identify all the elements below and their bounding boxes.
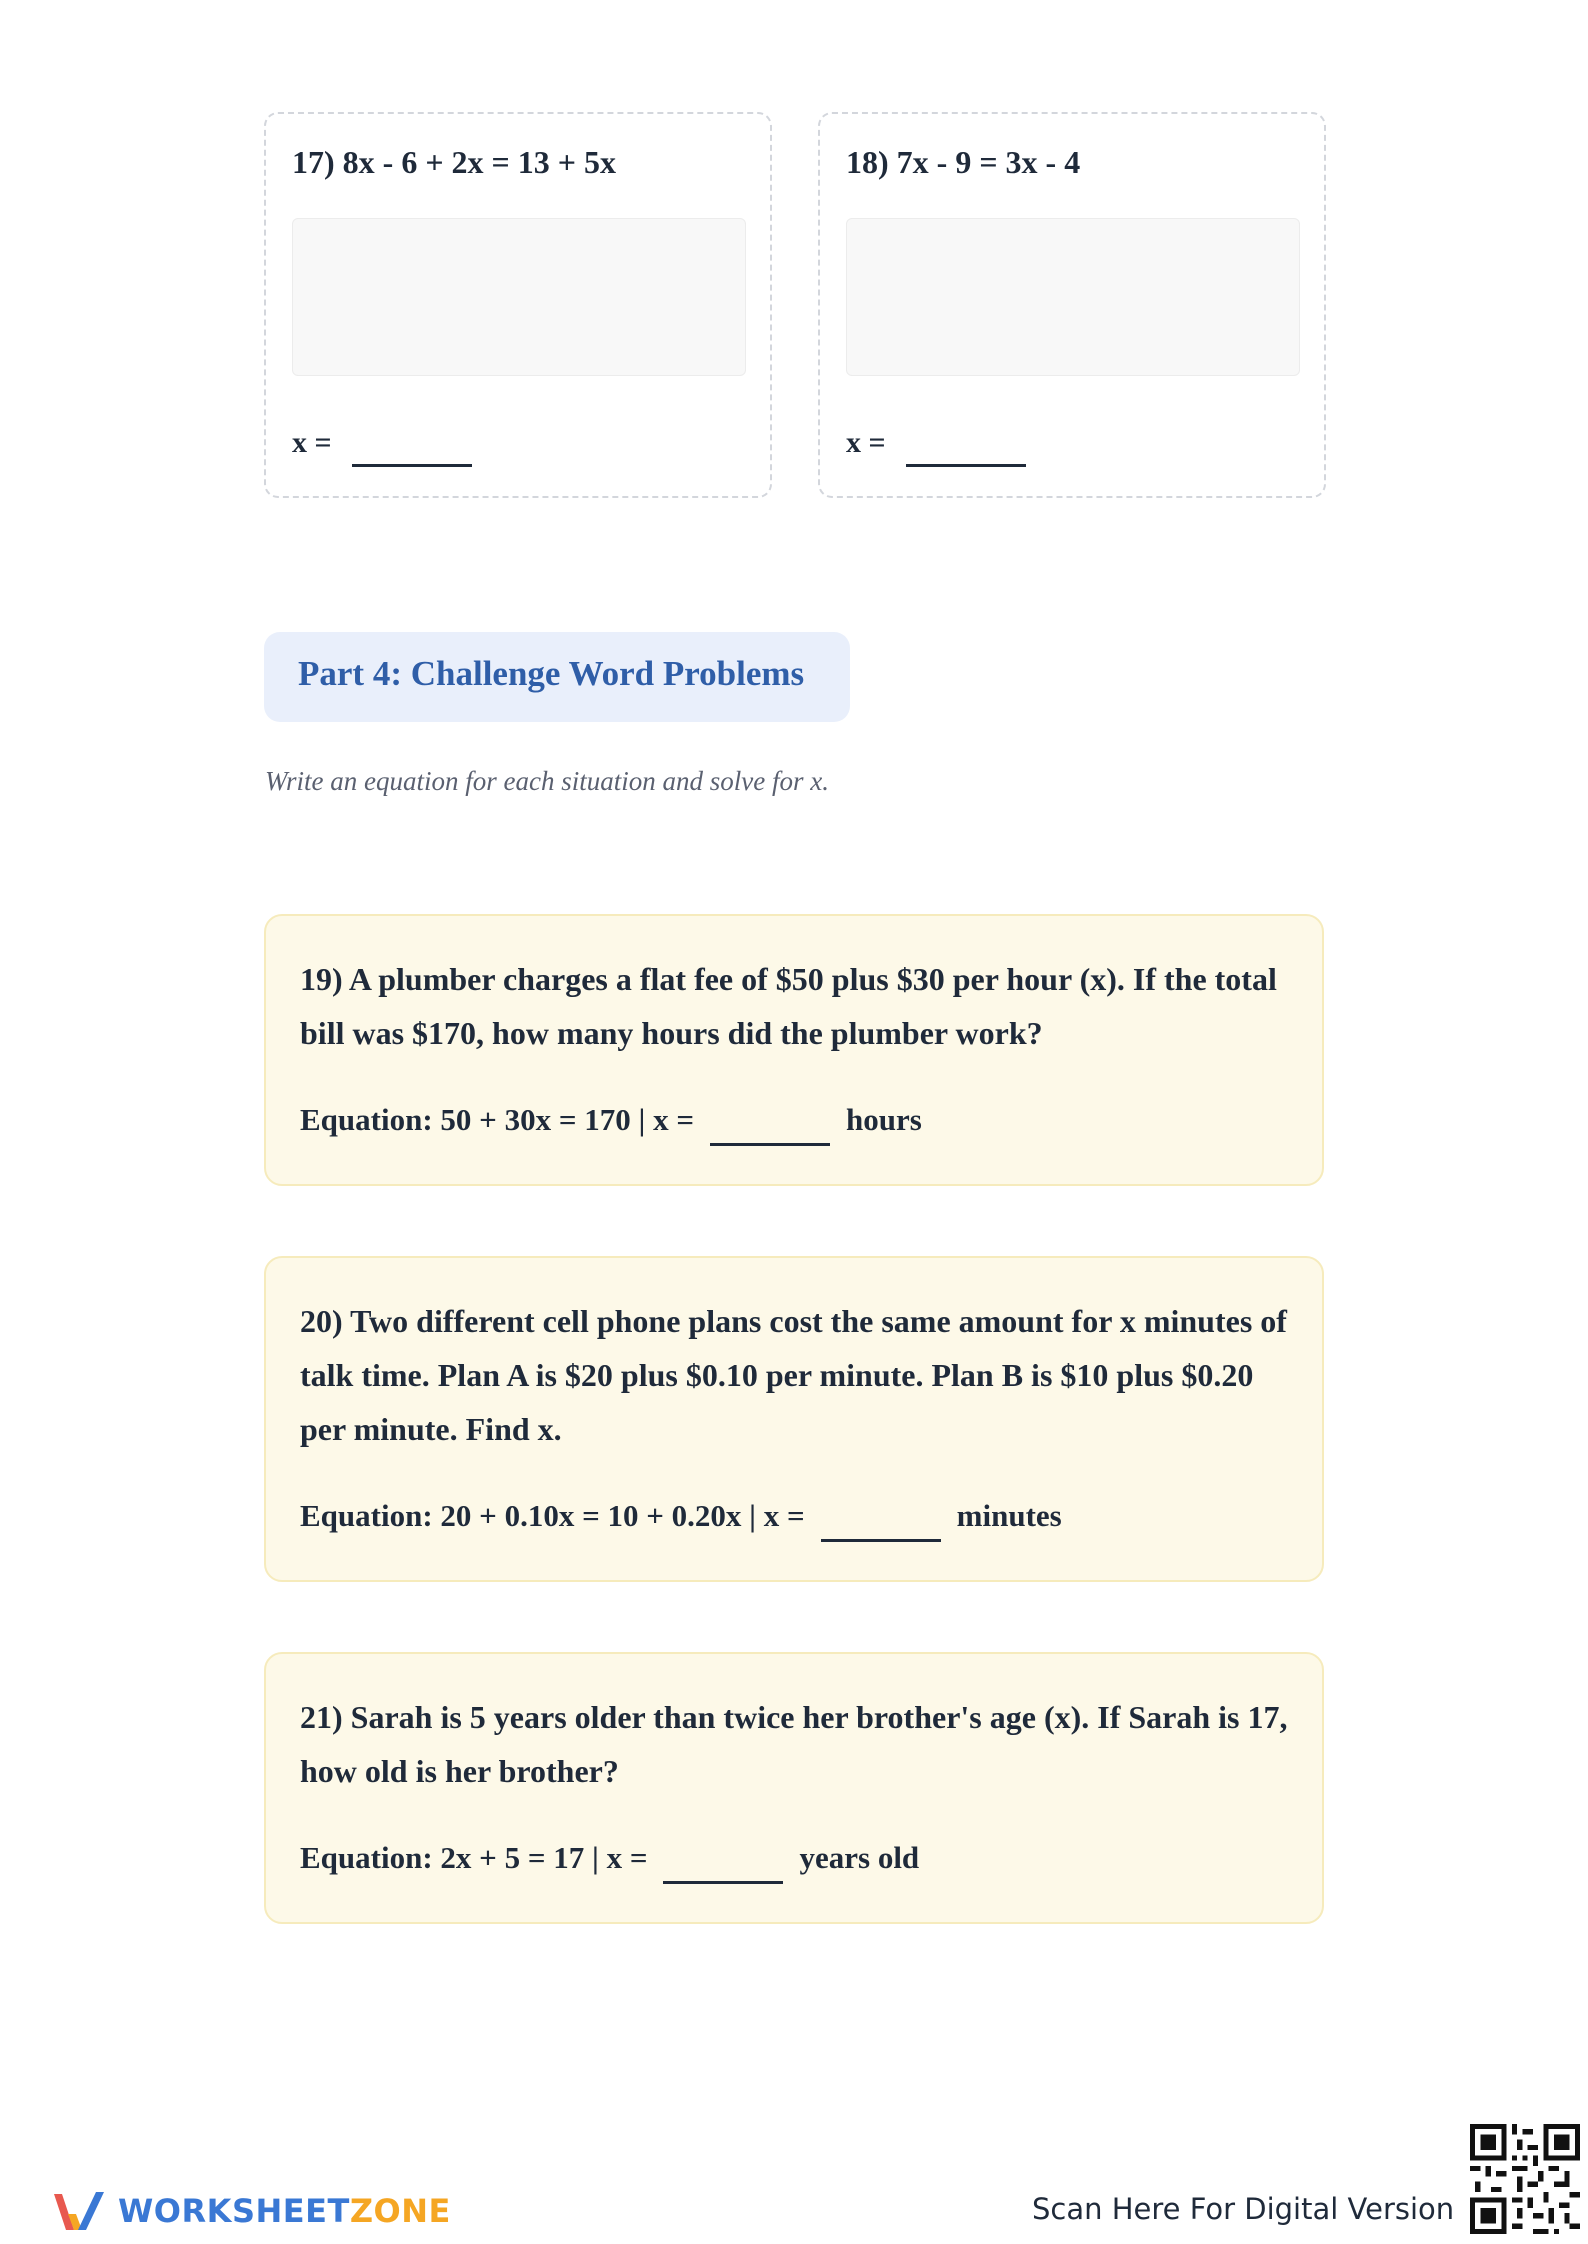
work-area[interactable] xyxy=(846,218,1300,376)
answer-blank[interactable] xyxy=(663,1881,783,1884)
answer-blank[interactable] xyxy=(821,1539,941,1542)
brand-logo[interactable] xyxy=(50,2184,451,2238)
section-instructions: Write an equation for each situation and solve for x. xyxy=(265,766,829,796)
word-problem-21 xyxy=(264,1652,1324,1924)
work-area[interactable] xyxy=(292,218,746,376)
word-problem-question: 19) A plumber charges a flat fee of $50 plus $30 per hour (x). If the total bill was $170, how many hours did the plumber work? xyxy=(300,961,1277,1051)
equation-row xyxy=(300,1102,922,1138)
scan-caption: Scan Here For Digital Version xyxy=(1032,2192,1455,2226)
word-problem-question: 21) Sarah is 5 years older than twice her brother's age (x). If Sarah is 17, how old is her brother? xyxy=(300,1699,1288,1789)
answer-unit: minutes xyxy=(956,1498,1062,1533)
word-problem-question: 20) Two different cell phone plans cost the same amount for x minutes of talk time. Plan A is $20 plus $0.10 per minute. Plan B is $10 plus $0.20 per minute. Find x. xyxy=(300,1303,1287,1447)
answer-blank[interactable] xyxy=(906,464,1026,467)
word-problem-19 xyxy=(264,914,1324,1186)
qr-code-icon[interactable] xyxy=(1470,2124,1580,2234)
section-title: Part 4: Challenge Word Problems xyxy=(298,654,805,693)
problem-card-17 xyxy=(264,112,772,498)
equation-row xyxy=(300,1840,919,1876)
answer-blank[interactable] xyxy=(352,464,472,467)
equation-text: Equation: 20 + 0.10x = 10 + 0.20x | x = xyxy=(300,1498,805,1533)
answer-label: x = xyxy=(846,426,886,459)
answer-blank[interactable] xyxy=(710,1143,830,1146)
problem-card-18 xyxy=(818,112,1326,498)
equation-text: Equation: 2x + 5 = 17 | x = xyxy=(300,1840,648,1875)
problem-title: 18) 7x - 9 = 3x - 4 xyxy=(846,144,1081,180)
answer-unit: years old xyxy=(799,1840,920,1875)
brand-name-part2: ZONE xyxy=(349,2192,451,2230)
equation-text: Equation: 50 + 30x = 170 | x = xyxy=(300,1102,694,1137)
word-problem-20 xyxy=(264,1256,1324,1582)
section-header xyxy=(264,632,850,722)
brand-name xyxy=(118,2192,451,2230)
worksheetzone-logo-icon xyxy=(50,2184,108,2238)
brand-name-part1: WORKSHEET xyxy=(118,2192,350,2230)
answer-label: x = xyxy=(292,426,332,459)
problem-title: 17) 8x - 6 + 2x = 13 + 5x xyxy=(292,144,617,180)
answer-unit: hours xyxy=(845,1102,922,1137)
equation-row xyxy=(300,1498,1062,1534)
